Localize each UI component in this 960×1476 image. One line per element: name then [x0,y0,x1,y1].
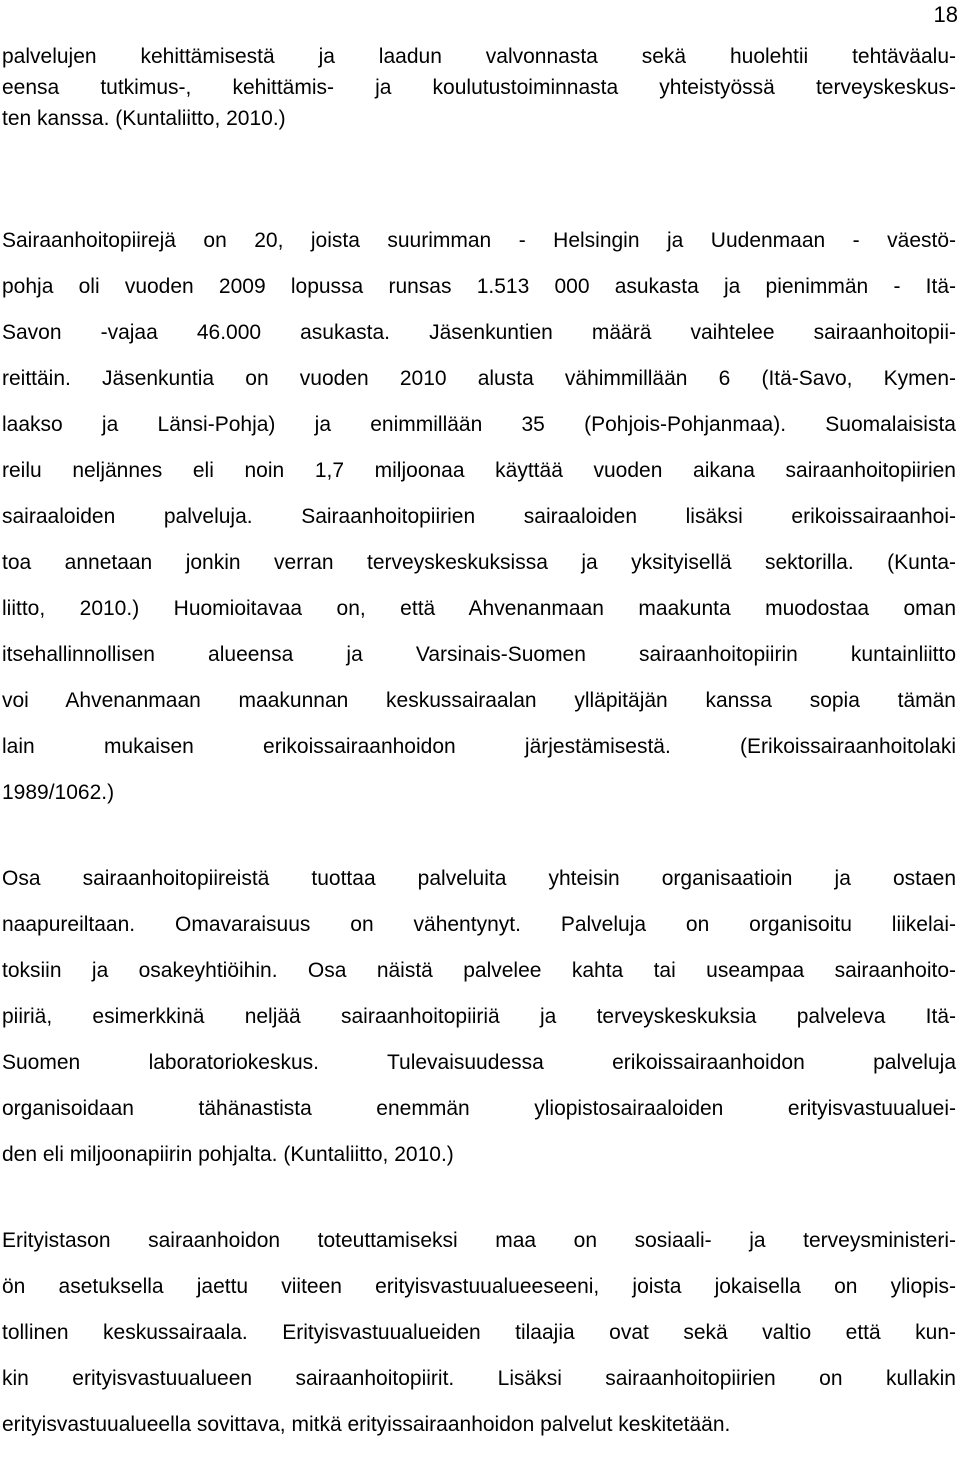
text-line: Erityistason sairaanhoidon toteuttamiseksi maa on sosiaali- ja terveysministeri- [2,1229,956,1252]
text-line: sairaaloiden palveluja. Sairaanhoitopiirien sairaaloiden lisäksi erikoissairaanhoi- [2,505,956,528]
text-line: laakso ja Länsi-Pohja) ja enimmillään 35 (Pohjois-Pohjanmaa). Suomalaisista [2,413,956,436]
text-line: tollinen keskussairaala. Erityisvastuualueiden tilaajia ovat sekä valtio että kun- [2,1321,956,1344]
text-line: toa annetaan jonkin verran terveyskeskuksissa ja yksityisellä sektorilla. (Kunta- [2,551,956,574]
document-body [2,45,956,1476]
text-line: Savon -vajaa 46.000 asukasta. Jäsenkuntien määrä vaihtelee sairaanhoitopii- [2,321,956,344]
text-line: lain mukaisen erikoissairaanhoidon järjestämisestä. (Erikoissairaanhoitolaki [2,735,956,758]
paragraph-4 [2,1218,956,1448]
text-line: den eli miljoonapiirin pohjalta. (Kuntaliitto, 2010.) [2,1143,454,1166]
text-line: ten kanssa. (Kuntaliitto, 2010.) [2,107,286,130]
text-line: liitto, 2010.) Huomioitavaa on, että Ahvenanmaan maakunta muodostaa oman [2,597,956,620]
text-line: piiriä, esimerkkinä neljää sairaanhoitopiiriä ja terveyskeskuksia palveleva Itä- [2,1005,956,1028]
text-line: kin erityisvastuualueen sairaanhoitopiirit. Lisäksi sairaanhoitopiirien on kullakin [2,1367,956,1390]
text-line: palvelujen kehittämisestä ja laadun valvonnasta sekä huolehtii tehtäväalu- [2,45,956,68]
text-line: reittäin. Jäsenkuntia on vuoden 2010 alusta vähimmillään 6 (Itä-Savo, Kymen- [2,367,956,390]
paragraph-1 [2,41,956,134]
text-line: itsehallinnollisen alueensa ja Varsinais-Suomen sairaanhoitopiirin kuntainliitto [2,643,956,666]
text-line: pohja oli vuoden 2009 lopussa runsas 1.513 000 asukasta ja pienimmän - Itä- [2,275,956,298]
text-line: toksiin ja osakeyhtiöihin. Osa näistä palvelee kahta tai useampaa sairaanhoito- [2,959,956,982]
text-line: organisoidaan tähänastista enemmän yliopistosairaaloiden erityisvastuualuei- [2,1097,956,1120]
text-line: naapureiltaan. Omavaraisuus on vähentynyt. Palveluja on organisoitu liikelai- [2,913,956,936]
text-line: ön asetuksella jaettu viiteen erityisvastuualueeseeni, joista jokaisella on yliopis- [2,1275,956,1298]
text-line: Osa sairaanhoitopiireistä tuottaa palveluita yhteisin organisaatioin ja ostaen [2,867,956,890]
text-line: Suomen laboratoriokeskus. Tulevaisuudessa erikoissairaanhoidon palveluja [2,1051,956,1074]
text-line: voi Ahvenanmaan maakunnan keskussairaalan ylläpitäjän kanssa sopia tämän [2,689,956,712]
paragraph-2 [2,218,956,816]
text-line: reilu neljännes eli noin 1,7 miljoonaa käyttää vuoden aikana sairaanhoitopiirien [2,459,956,482]
text-line: erityisvastuualueella sovittava, mitkä erityissairaanhoidon palvelut keskitetään. [2,1413,731,1436]
paragraph-3 [2,856,956,1178]
text-line: eensa tutkimus-, kehittämis- ja koulutustoiminnasta yhteistyössä terveyskeskus- [2,76,956,99]
text-line: Sairaanhoitopiirejä on 20, joista suurimman - Helsingin ja Uudenmaan - väestö- [2,229,956,252]
text-line: 1989/1062.) [2,781,115,804]
page-number: 18 [933,2,958,27]
